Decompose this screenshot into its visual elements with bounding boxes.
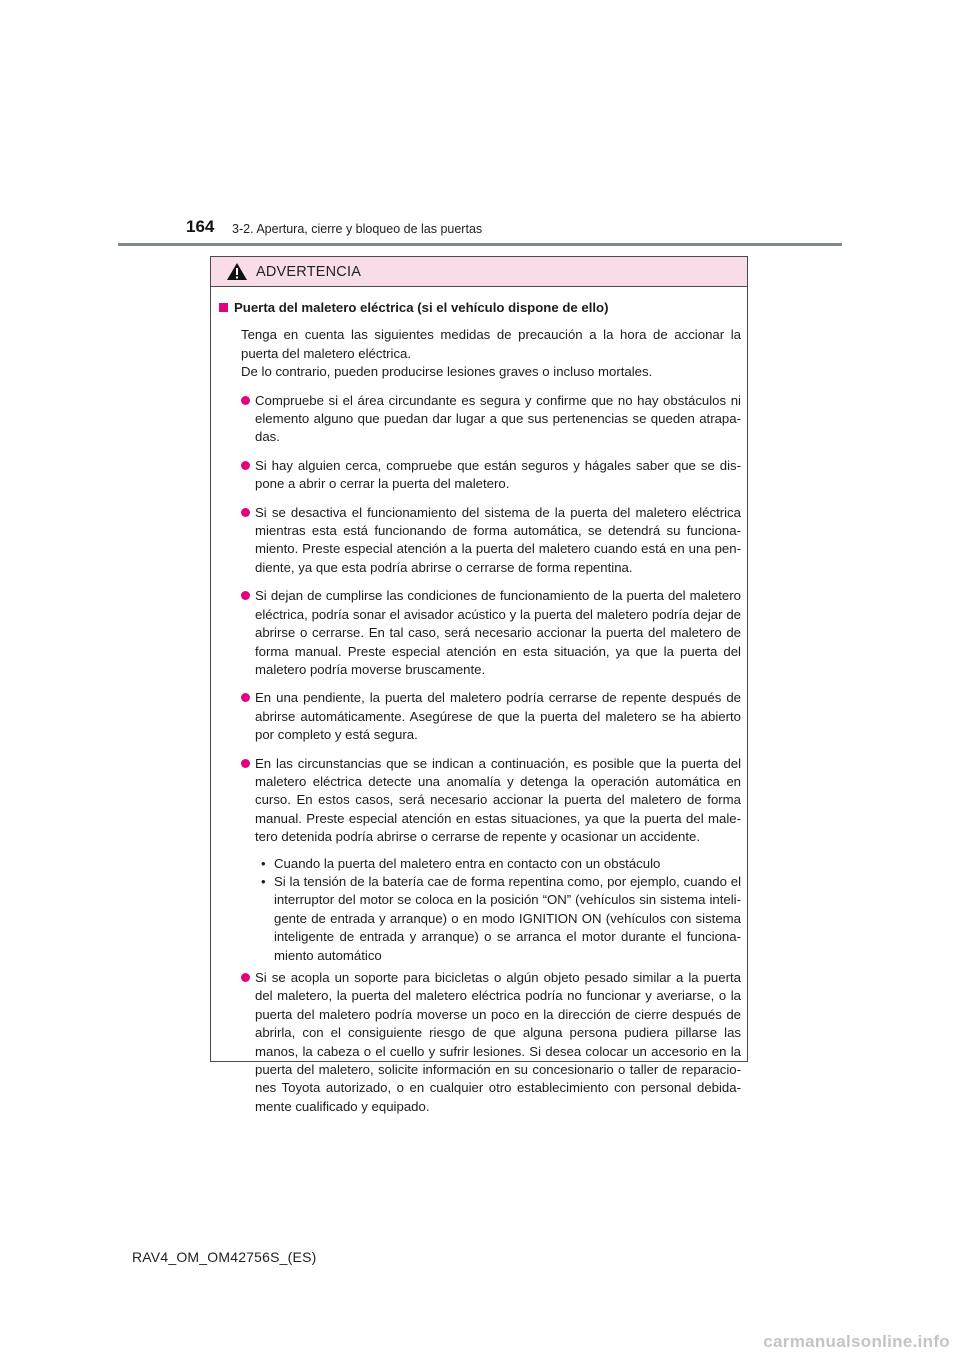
intro-paragraph: Tenga en cuenta las siguientes medidas de precaución a la hora de accionar la puerta del maletero eléctrica. xyxy=(241,327,741,361)
sub-list xyxy=(219,855,741,965)
sub-list-item-text: Si la tensión de la batería cae de forma repentina como, por ejemplo, cuando el interruptor del motor se coloca en la posición “ON” (vehículos sin sistema inteli-gente de entrada y arranque) o en modo IGNITION ON (vehículos con sistema inteligente de entrada y arranque) o se arranca el motor durante el funciona-miento automático xyxy=(274,873,741,963)
list-item-text: Si hay alguien cerca, compruebe que están seguros y hágales saber que se dis-pone a abrir o cerrar la puerta del maletero. xyxy=(255,457,741,492)
list-item-text: En una pendiente, la puerta del maletero podría cerrarse de repente después de abrirse automáticamente. Asegúrese de que la puerta del maletero se ha abierto por completo y está segura. xyxy=(255,690,741,743)
circle-bullet-icon xyxy=(241,396,250,405)
warning-box xyxy=(210,256,748,1114)
list-item xyxy=(219,689,741,744)
footer-manual-code: RAV4_OM_OM42756S_(ES) xyxy=(132,1249,317,1265)
sub-list-item-text: Cuando la puerta del maletero entra en contacto con un obstáculo xyxy=(274,855,661,871)
circle-bullet-icon xyxy=(241,759,250,768)
list-item-text: Si se desactiva el funcionamiento del sistema de la puerta del maletero eléctrica mientras esta está funcionando de forma automática, se detendrá su funciona-miento. Preste especial atención a la puerta del maletero cuando está en una pen-diente, ya que esta podría abrirse o cerrarse de forma repentina. xyxy=(255,504,741,575)
list-item-text: En las circunstancias que se indican a continuación, es posible que la puerta del maletero eléctrica detecte una anomalía y detenga la operación automática en curso. En estos casos, será necesario accionar la puerta del maletero de forma manual. Preste especial atención en estas situaciones, ya que la puerta del male-tero detenida podría abrirse o cerrarse de repente y ocasionar un accidente. xyxy=(255,755,741,845)
sub-bullet-mark: • xyxy=(261,855,266,871)
warning-title: ADVERTENCIA xyxy=(256,263,362,280)
square-bullet-icon xyxy=(219,303,228,312)
circle-bullet-icon xyxy=(241,693,250,702)
list-item xyxy=(219,969,741,1116)
warning-intro xyxy=(219,326,741,381)
list-item-text: Si dejan de cumplirse las condiciones de funcionamiento de la puerta del maletero eléctrica, podría sonar el avisador acústico y la puerta del maletero podría dejar de abrirse o cerrarse. En tal caso, será necesario accionar la puerta del maletero de forma manual. Preste especial atención en esta situación, ya que la puerta del maletero podría moverse bruscamente. xyxy=(255,588,741,677)
section-title: 3-2. Apertura, cierre y bloqueo de las puertas xyxy=(232,222,483,236)
sub-list-item xyxy=(261,855,741,873)
circle-bullet-icon xyxy=(241,973,250,982)
sub-list-item xyxy=(261,873,741,965)
page-number: 164 xyxy=(186,217,215,236)
header-rule xyxy=(118,243,842,246)
warning-triangle-icon xyxy=(226,262,248,281)
warning-header xyxy=(211,257,747,287)
circle-bullet-icon xyxy=(241,591,250,600)
circle-bullet-icon xyxy=(241,461,250,470)
list-item xyxy=(219,392,741,447)
warning-body xyxy=(211,287,747,1116)
list-item xyxy=(219,587,741,679)
list-item xyxy=(219,457,741,494)
intro-paragraph: De lo contrario, pueden producirse lesiones graves o incluso mortales. xyxy=(241,364,653,380)
list-item xyxy=(219,504,741,578)
list-item-text: Si se acopla un soporte para bicicletas o algún objeto pesado similar a la puerta del maletero, la puerta del maletero eléctrica podría no funcionar y averiarse, o la puerta del maletero podría moverse un poco en la dirección de cierre después de abrirla, con el consiguiente riesgo de que alguna persona pudiera pillarse las manos, la cabeza o el cuello y sufrir lesiones. Si desea colocar un accesorio en la puerta del maletero, solicite información en su concesionario o taller de reparacio-nes Toyota autorizado, o en cualquier otro establecimiento con personal debida-mente cualificado y equipado. xyxy=(255,970,741,1114)
watermark: carmanualsonline.info xyxy=(763,1332,950,1351)
list-item-text: Compruebe si el área circundante es segura y confirme que no hay obstáculos ni elemento alguno que puedan dar lugar a que sus pertenencias se queden atrapa-das. xyxy=(255,392,741,445)
list-item xyxy=(219,755,741,847)
sub-bullet-mark: • xyxy=(261,873,266,889)
circle-bullet-icon xyxy=(241,508,250,517)
warning-heading-text: Puerta del maletero eléctrica (si el vehículo dispone de ello) xyxy=(234,300,609,315)
warning-heading xyxy=(219,299,741,317)
